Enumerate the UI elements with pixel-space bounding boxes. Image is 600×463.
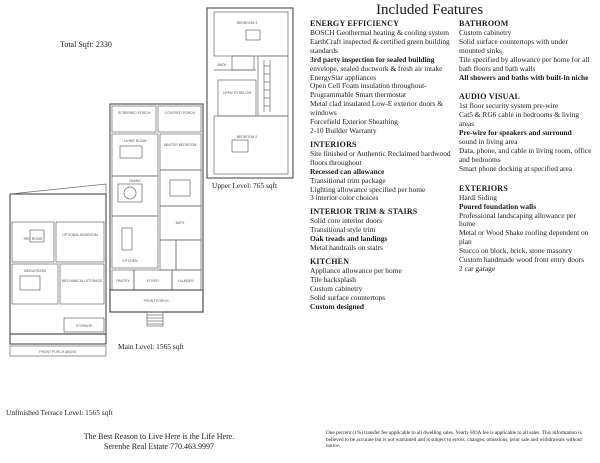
feature-item: Custom handmade wood front entry doors xyxy=(459,255,585,265)
terrace-level-label: Unfinished Terrace Level: 1565 sqft xyxy=(6,408,113,417)
bathroom-heading: BATHROOM xyxy=(459,19,509,28)
energy-list xyxy=(310,29,458,136)
footer-contact: Serenbe Real Estate 770.463.9997 xyxy=(104,442,214,451)
exteriors-list xyxy=(459,194,593,274)
trim-list xyxy=(310,217,458,253)
room-laundry: LAUNDRY xyxy=(177,279,195,283)
features-column-right xyxy=(459,19,593,278)
feature-item: 3rd party inspection for sealed building xyxy=(310,54,435,64)
feature-item: Custom cabinetry xyxy=(459,28,512,37)
section-energy xyxy=(310,19,458,136)
section-trim xyxy=(310,207,458,253)
feature-item: Recessed can allowance xyxy=(310,166,385,176)
feature-item: Metal clad insulated Low-E exterior doors & windows xyxy=(310,99,443,118)
feature-item: Site finished or Authentic Reclaimed hardwood floors throughout xyxy=(310,148,451,167)
feature-item: Stucco on block, brick, stone masonry xyxy=(459,246,573,256)
main-level-plan xyxy=(110,104,203,326)
room-media: MEDIA ROOM xyxy=(23,269,47,273)
main-level-label: Main Level: 1565 sqft xyxy=(118,342,184,351)
footer-brand xyxy=(74,432,244,452)
bathroom-list xyxy=(459,29,593,82)
room-pantry: PANTRY xyxy=(116,279,130,283)
feature-item: Metal or Wood Shake roofing dependent on plan xyxy=(459,228,589,247)
feature-item: Lighting allowance specified per home xyxy=(310,184,426,194)
exteriors-heading: EXTERIORS xyxy=(459,183,508,193)
feature-item: Cat5 & RG6 cable in bedrooms & living areas xyxy=(459,110,580,129)
feature-item: Forcefield Exterior Sheathing xyxy=(310,117,398,127)
features-column-left xyxy=(310,19,458,315)
feature-item: Pre-wire for speakers and surround xyxy=(459,128,572,138)
terrace-level-plan xyxy=(10,184,106,356)
floor-plans xyxy=(0,0,305,425)
interiors-heading: INTERIORS xyxy=(310,139,357,149)
section-exteriors xyxy=(459,184,593,274)
feature-item: 2 car garage xyxy=(459,263,496,273)
room-open-below: OPEN TO BELOW xyxy=(222,91,252,95)
upper-level-label: Upper Level: 765 sqft xyxy=(212,181,278,190)
room-screened-porch: SCREENED PORCH xyxy=(117,111,151,115)
feature-item: Open Cell Foam insulation throughout- xyxy=(310,81,427,91)
feature-item: Professional landscaping allowance per home xyxy=(459,210,576,229)
feature-item: 1st floor security system pre-wire xyxy=(459,101,559,111)
feature-item: Smart phone docking at specified area xyxy=(459,163,573,173)
feature-item: Solid core interior doors xyxy=(310,216,383,226)
room-bedroom2: BEDROOM 2 xyxy=(236,135,258,139)
feature-item: Custom designed xyxy=(310,301,365,311)
feature-item: Custom cabinetry xyxy=(310,283,363,293)
feature-item: Programmable Smart thermostat xyxy=(310,90,407,100)
energy-heading: ENERGY EFFICIENCY xyxy=(310,19,400,28)
room-bedroom3: BEDROOM 3 xyxy=(236,21,258,25)
trim-heading: INTERIOR TRIM & STAIRS xyxy=(310,207,418,217)
room-front-porch: FRONT PORCH xyxy=(143,299,169,303)
interiors-list xyxy=(310,150,458,203)
room-kitchen: KITCHEN xyxy=(122,259,138,263)
feature-item: Oak treads and landings xyxy=(310,234,388,244)
room-foyer: FOYER xyxy=(147,279,159,283)
feature-item: Poured foundation walls xyxy=(459,201,537,211)
footer-tagline: The Best Reason to Live Here is the Life Here. xyxy=(83,432,235,441)
section-bathroom xyxy=(459,19,593,82)
room-mechanical: MECHANICAL/ STORAGE xyxy=(61,279,103,283)
feature-item: Tile specified by allowance per home for all bath floors and bath walls xyxy=(459,54,590,73)
feature-item: All showers and baths with built-in niche xyxy=(459,72,589,82)
total-sqft: Total Sqft: 2330 xyxy=(60,40,112,49)
room-living: LIVING ROOM xyxy=(123,139,147,143)
room-master: MASTER BEDROOM xyxy=(163,143,197,147)
kitchen-heading: KITCHEN xyxy=(310,256,350,266)
room-bath-upper: BATH xyxy=(217,63,227,67)
section-kitchen xyxy=(310,257,458,312)
room-front-porch-above: FRONT PORCH ABOVE xyxy=(39,350,77,354)
room-covered-porch: COVERED PORCH xyxy=(165,111,195,115)
feature-item: 3 interior color choices xyxy=(310,193,379,203)
feature-item: 2-10 Builder Warranty xyxy=(310,125,377,135)
room-storage: STORAGE xyxy=(75,324,93,328)
footer-disclaimer: One percent (1%) transfer fee applicable to all dwelling sales. Yearly HOA fee is applicable to all sales. This information is believed to be accurate but is not warranted and is subject to errors, changes, omissions, prior sale and withdrawals without notice. xyxy=(326,430,582,450)
feature-item: Data, phone, and cable in living room, office and bedrooms xyxy=(459,145,592,164)
feature-item: Hardi Siding xyxy=(459,192,497,202)
upper-level-plan xyxy=(207,8,293,178)
room-rec: REC ROOM xyxy=(23,237,43,241)
feature-item: envelope, sealed ductwork & fresh air intake xyxy=(310,63,443,73)
feature-item: Solid surface countertops xyxy=(310,292,386,302)
feature-item: sound in living area xyxy=(459,137,518,147)
section-audio xyxy=(459,92,593,173)
feature-item: BOSCH Geothermal heating & cooling system xyxy=(310,28,449,37)
kitchen-list xyxy=(310,267,458,312)
feature-item: Appliance allowance per home xyxy=(310,265,402,275)
feature-item: EarthCraft inspected & certified green building standards xyxy=(310,36,450,55)
feature-item: Transitional trim package xyxy=(310,175,386,185)
room-bath-main: BATH xyxy=(175,221,185,225)
audio-list xyxy=(459,102,593,173)
room-dining: DINING xyxy=(129,179,141,183)
page-title: Included Features xyxy=(376,2,484,18)
section-interiors xyxy=(310,140,458,203)
audio-heading: AUDIO VISUAL xyxy=(459,92,521,102)
room-optional-bedroom: OPTIONAL BEDROOM xyxy=(62,233,98,237)
feature-item: Metal handrails on stairs xyxy=(310,243,383,253)
feature-item: Transitional style trim xyxy=(310,225,376,235)
feature-item: Tile backsplash xyxy=(310,274,356,284)
feature-item: Solid surface countertops with under mounted sinks xyxy=(459,36,568,55)
feature-item: EnergyStar appliances xyxy=(310,72,377,82)
